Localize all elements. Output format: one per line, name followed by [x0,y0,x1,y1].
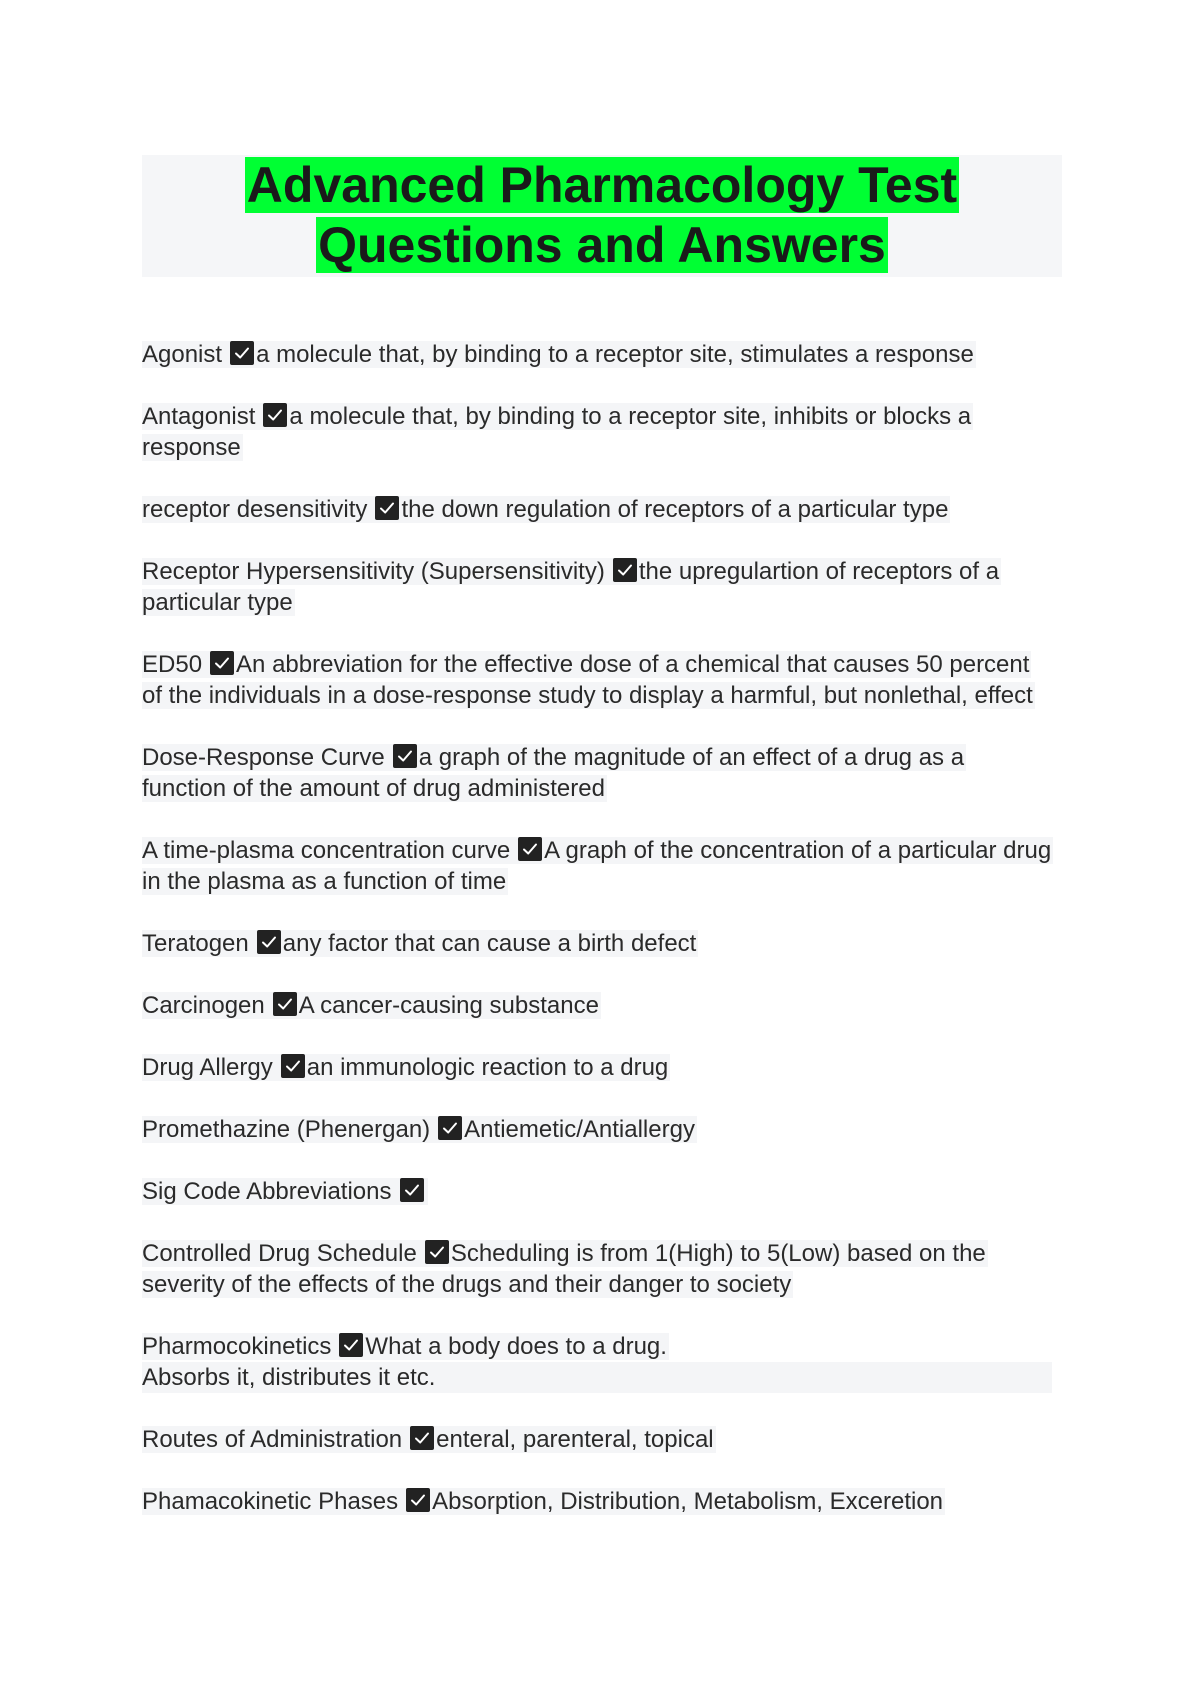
flashcard-definition: the upregulartion of receptors of a particular type [142,558,1000,616]
flashcard-term: Controlled Drug Schedule [142,1240,417,1267]
flashcard-text [142,558,1001,616]
title-text: Advanced Pharmacology Test Questions and Answers [246,157,958,273]
flashcard-text [142,1054,670,1081]
flashcard-definition: Antiemetic/Antiallergy [464,1116,695,1143]
checkbox-checked-icon [339,1333,363,1357]
flashcard-item [142,339,1052,370]
flashcard-text [142,837,1053,895]
flashcard-definition: A cancer-causing substance [298,992,599,1019]
flashcard-item [142,835,1052,897]
flashcard-definition: a molecule that, by binding to a receptor site, inhibits or blocks a response [142,403,972,461]
checkbox-checked-icon [393,744,417,768]
flashcard-item [142,1052,1052,1083]
flashcard-term: Agonist [142,341,223,368]
flashcard-definition: A graph of the concentration of a particular drug in the plasma as a function of time [142,837,1052,895]
checkbox-checked-icon [257,930,281,954]
page-title [142,155,1062,275]
flashcard-definition: Absorption, Distribution, Metabolism, Exceretion [432,1488,944,1515]
checkbox-checked-icon [518,837,542,861]
flashcard-item [142,1486,1052,1517]
flashcard-definition: any factor that can cause a birth defect [282,930,697,957]
flashcard-item [142,742,1052,804]
checkbox-checked-icon [210,651,234,675]
flashcard-text [142,1178,428,1205]
flashcard-definition-continued: Absorbs it, distributes it etc. [142,1362,1052,1393]
flashcard-text [142,1333,669,1360]
flashcard-definition: a molecule that, by binding to a receptor site, stimulates a response [256,341,974,368]
flashcard-term: Drug Allergy [142,1054,273,1081]
flashcard-item [142,990,1052,1021]
flashcard-definition: enteral, parenteral, topical [436,1426,714,1453]
checkbox-checked-icon [410,1426,434,1450]
flashcard-term: Teratogen [142,930,249,957]
flashcard-list [142,339,1062,1517]
flashcard-text [142,403,973,461]
flashcard-term: Antagonist [142,403,256,430]
flashcard-term: Receptor Hypersensitivity (Supersensitivity) [142,558,605,585]
flashcard-item [142,1331,1052,1393]
flashcard-term: Dose-Response Curve [142,744,385,771]
checkbox-checked-icon [375,496,399,520]
flashcard-term: Pharmocokinetics [142,1333,332,1360]
checkbox-checked-icon [230,341,254,365]
flashcard-item [142,649,1052,711]
flashcard-definition: An abbreviation for the effective dose of a chemical that causes 50 percent of the individuals in a dose-response study to display a harmful, but nonlethal, effect [142,651,1033,709]
flashcard-definition: a graph of the magnitude of an effect of a drug as a function of the amount of drug administered [142,744,965,802]
flashcard-text [142,744,966,802]
checkbox-checked-icon [406,1488,430,1512]
checkbox-checked-icon [438,1116,462,1140]
checkbox-checked-icon [613,558,637,582]
flashcard-text [142,651,1035,709]
flashcard-text [142,1426,716,1453]
title-block [142,155,1062,277]
flashcard-item [142,556,1052,618]
flashcard-text [142,341,976,368]
flashcard-text [142,1488,945,1515]
flashcard-term: receptor desensitivity [142,496,368,523]
flashcard-item [142,1424,1052,1455]
flashcard-term: Sig Code Abbreviations [142,1178,392,1205]
checkbox-checked-icon [273,992,297,1016]
flashcard-definition: Scheduling is from 1(High) to 5(Low) based on the severity of the effects of the drugs and their danger to society [142,1240,986,1298]
flashcard-term: Routes of Administration [142,1426,403,1453]
flashcard-text [142,930,698,957]
flashcard-text [142,496,950,523]
flashcard-item [142,1176,1052,1207]
flashcard-definition: What a body does to a drug. [365,1333,667,1360]
flashcard-text [142,1116,697,1143]
flashcard-text [142,992,601,1019]
flashcard-item [142,401,1052,463]
flashcard-term: Promethazine (Phenergan) [142,1116,431,1143]
flashcard-item [142,494,1052,525]
flashcard-definition: the down regulation of receptors of a particular type [401,496,949,523]
flashcard-item [142,1114,1052,1145]
checkbox-checked-icon [281,1054,305,1078]
checkbox-checked-icon [425,1240,449,1264]
checkbox-checked-icon [263,403,287,427]
flashcard-text [142,1240,988,1298]
flashcard-definition: an immunologic reaction to a drug [306,1054,669,1081]
flashcard-item [142,1238,1052,1300]
document-page [142,155,1062,1548]
checkbox-checked-icon [400,1178,424,1202]
flashcard-item [142,928,1052,959]
flashcard-term: A time-plasma concentration curve [142,837,511,864]
flashcard-term: Carcinogen [142,992,265,1019]
flashcard-term: Phamacokinetic Phases [142,1488,399,1515]
flashcard-term: ED50 [142,651,203,678]
